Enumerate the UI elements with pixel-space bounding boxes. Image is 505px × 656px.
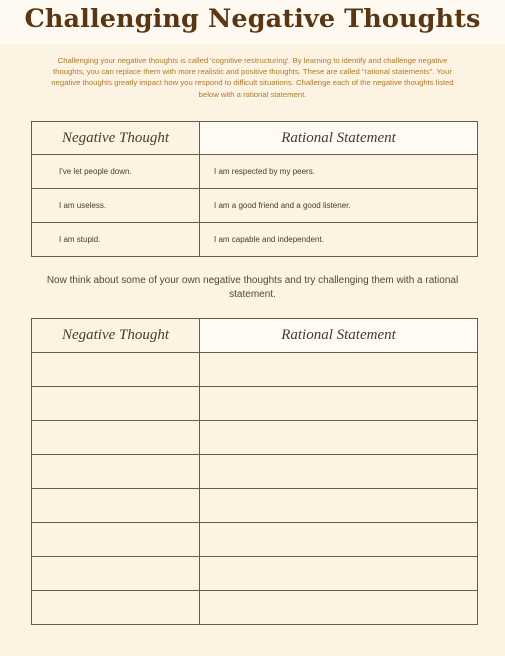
rational-statement-entry[interactable] — [200, 353, 478, 387]
blank-table-row — [32, 523, 478, 557]
blank-thoughts-table — [31, 318, 478, 625]
negative-thought-entry[interactable] — [32, 489, 200, 523]
instructions-text: Now think about some of your own negative thoughts and try challenging them with a rational statement. — [46, 275, 459, 300]
rational-statement-cell: I am a good friend and a good listener. — [200, 189, 478, 223]
table-row — [32, 155, 478, 189]
table-row — [32, 223, 478, 257]
negative-thought-entry[interactable] — [32, 421, 200, 455]
negative-thought-entry[interactable] — [32, 387, 200, 421]
rational-statement-entry[interactable] — [200, 523, 478, 557]
negative-thought-entry[interactable] — [32, 523, 200, 557]
rational-statement-entry[interactable] — [200, 489, 478, 523]
rational-statement-entry[interactable] — [200, 591, 478, 625]
blank-table-row — [32, 455, 478, 489]
column-header-rational-statement: Rational Statement — [200, 319, 478, 353]
table-header-row — [32, 122, 478, 155]
rational-statement-cell: I am respected by my peers. — [200, 155, 478, 189]
column-header-rational-statement: Rational Statement — [200, 122, 478, 155]
column-header-negative-thought: Negative Thought — [32, 122, 200, 155]
column-header-negative-thought: Negative Thought — [32, 319, 200, 353]
blank-table-row — [32, 387, 478, 421]
negative-thought-cell: I've let people down. — [32, 155, 200, 189]
page-title: Challenging Negative Thoughts — [24, 4, 481, 34]
blank-table-row — [32, 557, 478, 591]
blank-table-row — [32, 353, 478, 387]
negative-thought-cell: I am stupid. — [32, 223, 200, 257]
rational-statement-entry[interactable] — [200, 455, 478, 489]
rational-statement-entry[interactable] — [200, 421, 478, 455]
intro-paragraph: Challenging your negative thoughts is called 'cognitive restructuring'. By learning to identify and challenge negative thoughts, you can replace them with more realistic and positive thoughts. These are called "rational statements". Your negative thoughts greatly impact how you respond to difficult situations. Challenge each of the negative thoughts listed below with a rational statement. — [51, 56, 454, 99]
negative-thought-cell: I am useless. — [32, 189, 200, 223]
negative-thought-entry[interactable] — [32, 557, 200, 591]
negative-thought-entry[interactable] — [32, 591, 200, 625]
blank-table-row — [32, 489, 478, 523]
negative-thought-entry[interactable] — [32, 455, 200, 489]
rational-statement-entry[interactable] — [200, 557, 478, 591]
rational-statement-entry[interactable] — [200, 387, 478, 421]
blank-table-row — [32, 421, 478, 455]
rational-statement-cell: I am capable and independent. — [200, 223, 478, 257]
blank-table-row — [32, 591, 478, 625]
negative-thought-entry[interactable] — [32, 353, 200, 387]
example-thoughts-table — [31, 121, 478, 257]
table-row — [32, 189, 478, 223]
table-header-row — [32, 319, 478, 353]
